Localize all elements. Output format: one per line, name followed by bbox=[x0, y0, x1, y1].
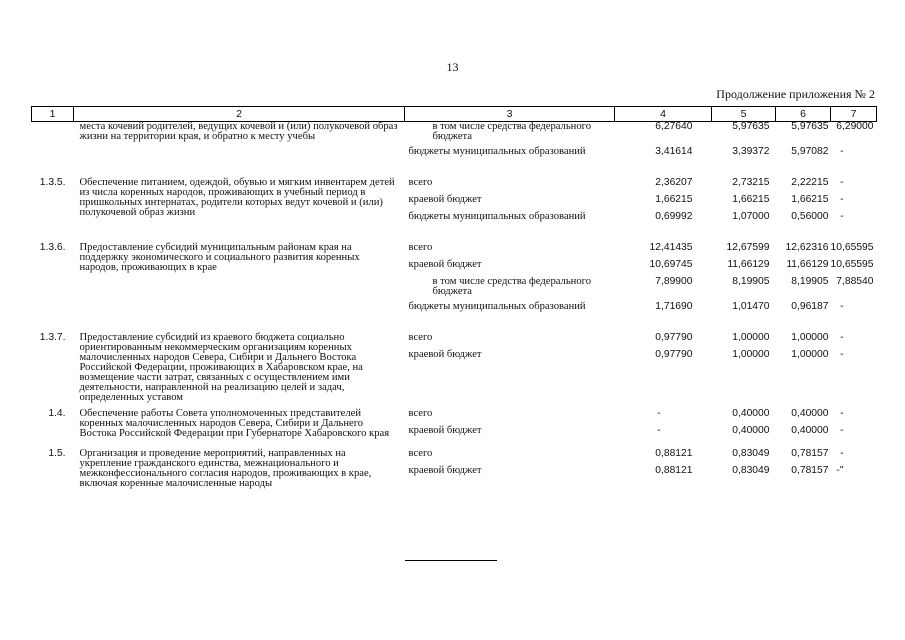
amount-value: - bbox=[840, 177, 844, 188]
funding-source: краевой бюджет bbox=[408, 259, 482, 270]
funding-source: в том числе средства федерального бюджета bbox=[432, 121, 591, 142]
amount-value: -" bbox=[836, 465, 844, 476]
amount-value: 5,97635 bbox=[791, 121, 829, 132]
amount-value: 1,00000 bbox=[732, 332, 770, 343]
amount-value: 6,29000 bbox=[836, 121, 874, 132]
amount-value: 0,88121 bbox=[655, 465, 693, 476]
amount-value: 3,39372 bbox=[732, 146, 770, 157]
funding-source: всего bbox=[408, 332, 433, 343]
amount-value: - bbox=[840, 448, 844, 459]
funding-source-cell bbox=[405, 333, 615, 403]
amount-value: 5,97635 bbox=[732, 121, 770, 132]
row-number: 1.3.5. bbox=[39, 177, 66, 188]
amount-value: 1,71690 bbox=[655, 301, 693, 312]
column-header: 1 bbox=[32, 107, 74, 122]
value-cell bbox=[615, 178, 712, 237]
row-number: 1.5. bbox=[48, 448, 66, 459]
amount-value: 1,00000 bbox=[732, 349, 770, 360]
amount-value: - bbox=[840, 425, 844, 436]
funding-source: краевой бюджет bbox=[408, 465, 482, 476]
value-cell bbox=[831, 243, 877, 327]
table-header-row bbox=[32, 107, 877, 122]
row-number: 1.3.7. bbox=[39, 332, 66, 343]
amount-value: 0,78157 bbox=[791, 448, 829, 459]
amount-value: 2,73215 bbox=[732, 177, 770, 188]
amount-value: 8,19905 bbox=[791, 276, 829, 287]
amount-value: - bbox=[657, 425, 661, 436]
value-cell bbox=[831, 333, 877, 403]
amount-value: 0,97790 bbox=[655, 349, 693, 360]
funding-source-cell bbox=[405, 409, 615, 443]
continuation-caption: Продолжение приложения № 2 bbox=[716, 87, 875, 101]
column-header: 6 bbox=[776, 107, 831, 122]
value-cell bbox=[712, 409, 776, 443]
funding-source: краевой бюджет bbox=[408, 349, 482, 360]
funding-source-cell bbox=[405, 178, 615, 237]
amount-value: 1,66215 bbox=[655, 194, 693, 205]
amount-value: 12,62316 bbox=[785, 242, 829, 253]
value-cell bbox=[712, 178, 776, 237]
value-cell bbox=[712, 243, 776, 327]
value-cell bbox=[712, 122, 776, 173]
amount-value: 0,83049 bbox=[732, 465, 770, 476]
funding-source: бюджеты муниципальных образований bbox=[408, 301, 586, 312]
amount-value: 0,56000 bbox=[791, 211, 829, 222]
amount-value: 0,69992 bbox=[655, 211, 693, 222]
amount-value: 0,40000 bbox=[791, 408, 829, 419]
amount-value: - bbox=[840, 301, 844, 312]
column-header: 7 bbox=[831, 107, 877, 122]
amount-value: 11,66129 bbox=[727, 259, 770, 270]
amount-value: 0,40000 bbox=[732, 408, 770, 419]
amount-value: 2,22215 bbox=[791, 177, 829, 188]
table-row bbox=[32, 178, 877, 237]
table-row bbox=[32, 449, 877, 489]
amount-value: 1,66215 bbox=[791, 194, 829, 205]
table-row bbox=[32, 333, 877, 403]
amount-value: - bbox=[840, 146, 844, 157]
amount-value: 7,88540 bbox=[836, 276, 874, 287]
value-cell bbox=[776, 449, 831, 489]
funding-source: краевой бюджет bbox=[408, 194, 482, 205]
amount-value: 12,41435 bbox=[649, 242, 693, 253]
value-cell bbox=[831, 178, 877, 237]
funding-source: бюджеты муниципальных образований bbox=[408, 211, 586, 222]
funding-source: в том числе средства федерального бюджета bbox=[432, 276, 591, 297]
amount-value: 11,66129 bbox=[786, 259, 829, 270]
measure-name: Предоставление субсидий из краевого бюджета социально ориентированным некоммерческим организациям коренных малочисленных народов Севера, Сибири и Дальнего Востока Российской Федерации, проживающих в Хабаровском крае, на возмещение части затрат, связанных с осуществлением ими деятельности, направленной на реализацию целей и задач, определенных уставом bbox=[79, 332, 363, 403]
column-header: 4 bbox=[615, 107, 712, 122]
measure-name: Обеспечение питанием, одеждой, обувью и мягким инвентарем детей из числа коренных народов, проживающих в учебный период в пришкольных интернатах, родители которых ведут кочевой и (или) полукочевой образ жизни bbox=[79, 177, 395, 218]
funding-source: всего bbox=[408, 408, 433, 419]
value-cell bbox=[831, 449, 877, 489]
amount-value: 10,69745 bbox=[649, 259, 693, 270]
value-cell bbox=[831, 122, 877, 173]
value-cell bbox=[615, 409, 712, 443]
amount-value: 1,01470 bbox=[732, 301, 770, 312]
amount-value: 10,65595 bbox=[830, 242, 874, 253]
column-header: 5 bbox=[712, 107, 776, 122]
value-cell bbox=[712, 333, 776, 403]
value-cell bbox=[831, 409, 877, 443]
page-number: 13 bbox=[446, 60, 459, 74]
funding-source-cell bbox=[405, 122, 615, 173]
table-row bbox=[32, 122, 877, 173]
amount-value: - bbox=[840, 194, 844, 205]
value-cell bbox=[615, 449, 712, 489]
value-cell bbox=[776, 243, 831, 327]
amount-value: 10,65595 bbox=[830, 259, 874, 270]
funding-source: краевой бюджет bbox=[408, 425, 482, 436]
funding-source: всего bbox=[408, 177, 433, 188]
amount-value: 1,00000 bbox=[791, 332, 829, 343]
funding-source: всего bbox=[408, 448, 433, 459]
amount-value: 0,88121 bbox=[655, 448, 693, 459]
amount-value: 7,89900 bbox=[655, 276, 693, 287]
amount-value: 0,78157 bbox=[791, 465, 829, 476]
measure-name: Обеспечение работы Совета уполномоченных представителей коренных малочисленных народов Севера, Сибири и Дальнего Востока Российской Федерации при Губернаторе Хабаровского края bbox=[79, 408, 390, 439]
amount-value: 3,41614 bbox=[655, 146, 693, 157]
amount-value: 1,07000 bbox=[732, 211, 770, 222]
amount-value: - bbox=[657, 408, 661, 419]
value-cell bbox=[776, 409, 831, 443]
table-row bbox=[32, 409, 877, 443]
amount-value: 0,96187 bbox=[791, 301, 829, 312]
funding-source: бюджеты муниципальных образований bbox=[408, 146, 586, 157]
row-number: 1.3.6. bbox=[39, 242, 66, 253]
value-cell bbox=[776, 122, 831, 173]
column-header: 2 bbox=[74, 107, 405, 122]
row-number: 1.4. bbox=[48, 408, 66, 419]
amount-value: - bbox=[840, 408, 844, 419]
amount-value: 6,27640 bbox=[655, 121, 693, 132]
measure-name: Предоставление субсидий муниципальным районам края на поддержку экономического и социального развития коренных народов, проживающих в крае bbox=[79, 242, 360, 273]
funding-source-cell bbox=[405, 243, 615, 327]
end-rule bbox=[405, 560, 497, 561]
measure-name: Организация и проведение мероприятий, направленных на укрепление гражданского единства, межнационального и межконфессионального согласия народов, проживающих в крае, включая коренные малочисленные народы bbox=[79, 448, 372, 489]
amount-value: 2,36207 bbox=[655, 177, 693, 188]
amount-value: 0,40000 bbox=[732, 425, 770, 436]
value-cell bbox=[615, 333, 712, 403]
amount-value: - bbox=[840, 332, 844, 343]
amount-value: 8,19905 bbox=[732, 276, 770, 287]
amount-value: - bbox=[840, 349, 844, 360]
row-number bbox=[32, 122, 74, 173]
amount-value: - bbox=[840, 211, 844, 222]
value-cell bbox=[776, 333, 831, 403]
amount-value: 1,00000 bbox=[791, 349, 829, 360]
amount-value: 5,97082 bbox=[791, 146, 829, 157]
value-cell bbox=[615, 243, 712, 327]
value-cell bbox=[712, 449, 776, 489]
value-cell bbox=[615, 122, 712, 173]
funding-source-cell bbox=[405, 449, 615, 489]
amount-value: 0,40000 bbox=[791, 425, 829, 436]
funding-source: всего bbox=[408, 242, 433, 253]
budget-table bbox=[31, 106, 877, 489]
table-row bbox=[32, 243, 877, 327]
column-header: 3 bbox=[405, 107, 615, 122]
amount-value: 0,97790 bbox=[655, 332, 693, 343]
amount-value: 0,83049 bbox=[732, 448, 770, 459]
measure-name: места кочевий родителей, ведущих кочевой и (или) полукочевой образ жизни на территории края, и обратно к месту учебы bbox=[79, 121, 398, 142]
value-cell bbox=[776, 178, 831, 237]
amount-value: 12,67599 bbox=[726, 242, 770, 253]
amount-value: 1,66215 bbox=[732, 194, 770, 205]
